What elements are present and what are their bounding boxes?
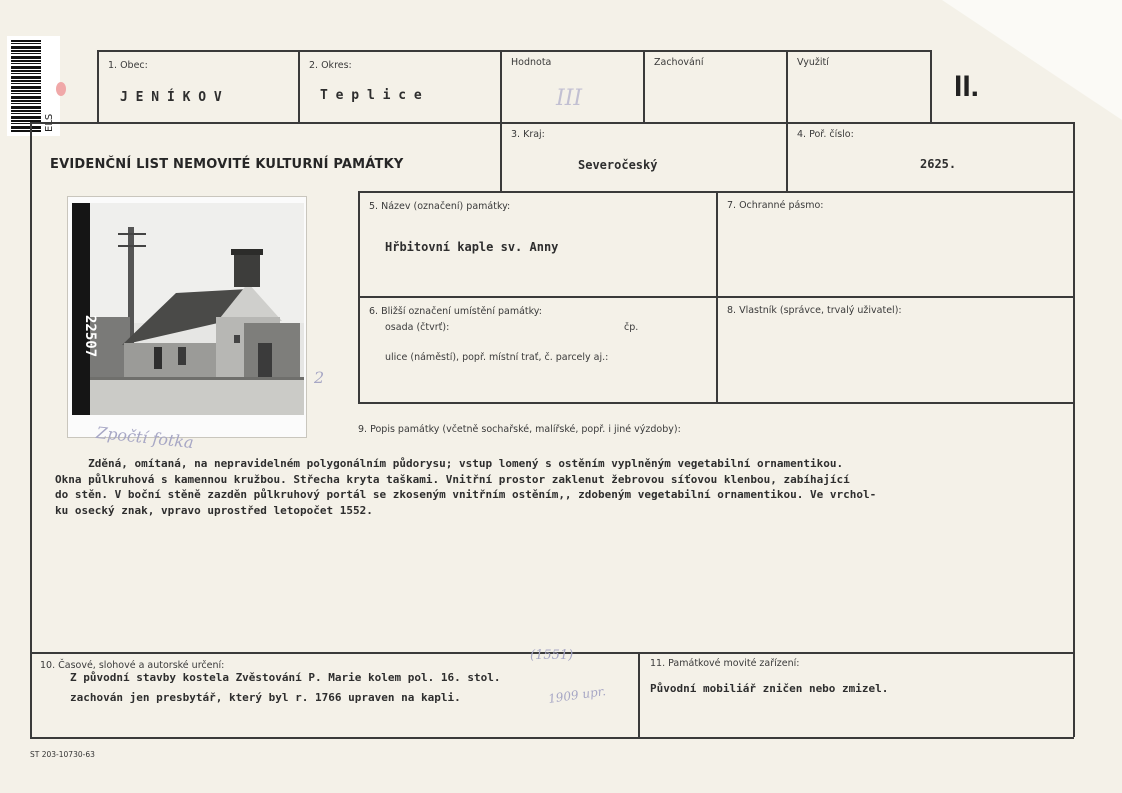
nazev-value: Hřbitovní kaple sv. Anny [385, 240, 559, 254]
obec-value: J E N Í K O V [120, 90, 222, 105]
okres-value: T e p l i c e [320, 88, 422, 103]
osada-label: osada (čtvrť): [385, 322, 450, 333]
rule [97, 50, 99, 122]
monument-photo [67, 196, 307, 438]
urceni-annotation-2: 1909 upr. [547, 684, 607, 706]
rule [30, 122, 32, 737]
hodnota-value: III [556, 86, 583, 111]
zarizeni-label: 11. Památkové movité zařízení: [650, 658, 800, 669]
rule [500, 50, 502, 191]
popis-line: ku osecký znak, vpravo uprostřed letopočet 1552. [55, 503, 373, 517]
zachovani-label: Zachování [654, 57, 704, 68]
urceni-line-2: zachován jen presbytář, který byl r. 1766 upraven na kapli. [70, 691, 461, 704]
popis-label: 9. Popis památky (včetně sochařské, malířské, popř. i jiné výzdoby): [358, 424, 681, 435]
rule [786, 50, 788, 191]
popis-text [55, 456, 1075, 518]
category-mark: II. [954, 70, 980, 103]
photo-image [68, 197, 306, 437]
ulice-label: ulice (náměstí), popř. místní trať, č. parcely aj.: [385, 352, 609, 363]
popis-line: Zděná, omítaná, na nepravidelném polygonálním půdorysu; vstup lomený s ostěním vyplněným vegetabilní ornamentikou. [55, 457, 844, 470]
popis-line: do stěn. V boční stěně zazděn půlkruhový portál se zkoseným vnitřním ostěním,, zdobeným vegetabilní ornamentikou. Ve vrchol- [55, 488, 877, 501]
urceni-line-1: Z původní stavby kostela Zvěstování P. Marie kolem pol. 16. stol. [70, 671, 501, 684]
rule [716, 191, 718, 402]
rule [298, 50, 300, 122]
barcode-sticker [7, 36, 60, 136]
pasmo-label: 7. Ochranné pásmo: [727, 200, 824, 211]
form-title: EVIDENČNÍ LIST NEMOVITÉ KULTURNÍ PAMÁTKY [50, 157, 404, 172]
rule [97, 122, 1075, 124]
zarizeni-value: Původní mobiliář zničen nebo zmizel. [650, 682, 889, 695]
umisteni-label: 6. Bližší označení umístění památky: [369, 306, 542, 317]
rule [358, 191, 360, 402]
urceni-annotation-1: (1551) [530, 648, 574, 663]
obec-label: 1. Obec: [108, 60, 148, 71]
rule [1073, 122, 1075, 737]
por-cislo-label: 4. Poř. číslo: [797, 129, 854, 140]
rule [97, 50, 931, 52]
kraj-label: 3. Kraj: [511, 129, 545, 140]
handwritten-note: Zpočtí fotka [95, 422, 195, 453]
kraj-value: Severočeský [578, 158, 658, 172]
vyuziti-label: Využití [797, 57, 829, 68]
okres-label: 2. Okres: [309, 60, 352, 71]
popis-line: Okna půlkruhová s kamennou kružbou. Střecha kryta taškami. Vnitřní prostor zaklenut žebrovou síťovou klenbou, zabíhající [55, 472, 850, 486]
pink-mark [56, 82, 66, 96]
rule [30, 122, 100, 124]
por-cislo-value: 2625. [920, 157, 957, 171]
urceni-label: 10. Časové, slohové a autorské určení: [40, 660, 225, 671]
rule [643, 50, 645, 122]
rule [638, 652, 640, 737]
print-code: ST 203-10730-63 [30, 750, 95, 759]
rule [930, 50, 932, 122]
rule [358, 402, 1074, 404]
barcode-bars [11, 40, 41, 132]
rule [30, 737, 1074, 739]
photo-number: 22507 [82, 315, 98, 358]
cp-label: čp. [624, 322, 639, 333]
nazev-label: 5. Název (označení) památky: [369, 201, 511, 212]
handwritten-ref: 2 [314, 368, 325, 387]
hodnota-label: Hodnota [511, 57, 552, 68]
vlastnik-label: 8. Vlastník (správce, trvalý uživatel): [727, 305, 902, 316]
